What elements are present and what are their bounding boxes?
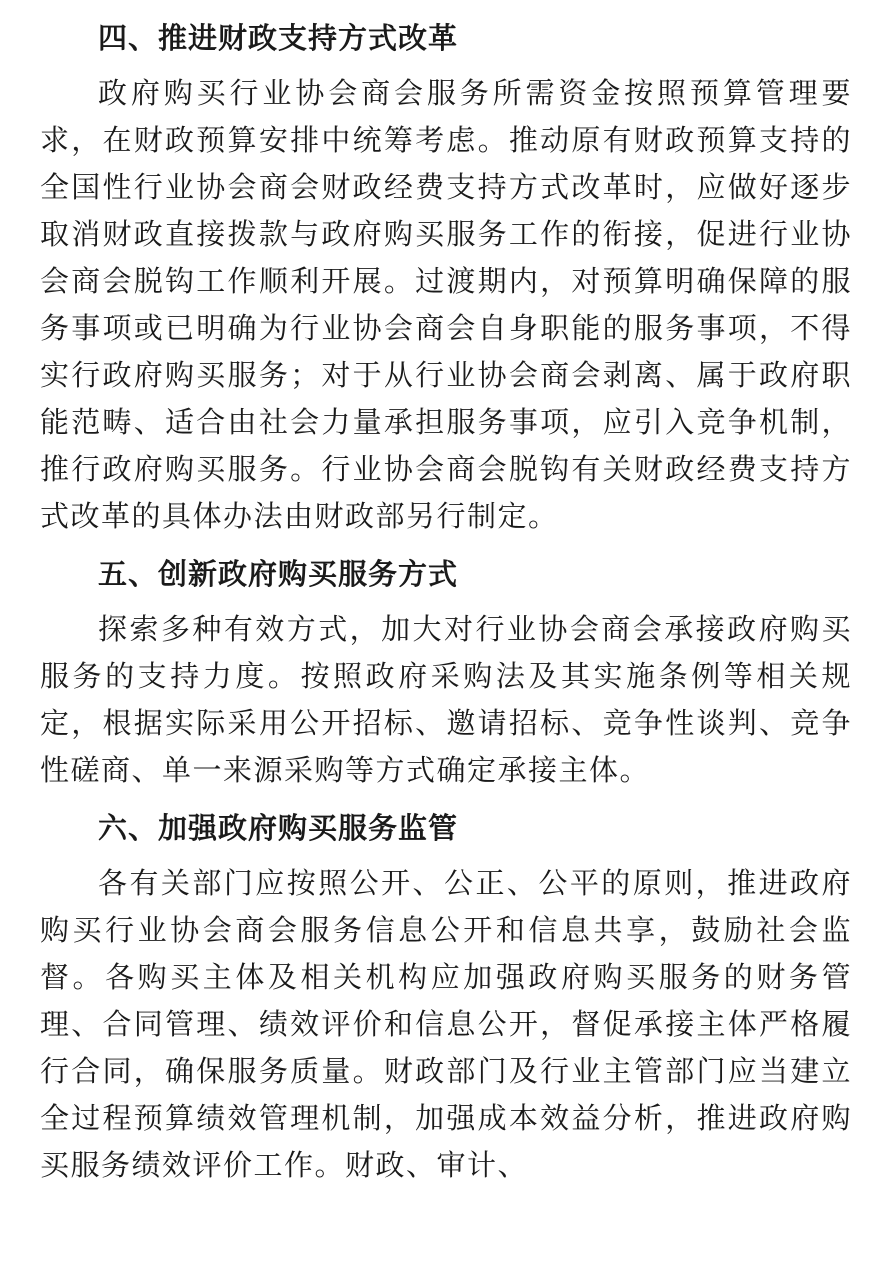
section-heading: 四、推进财政支持方式改革 [98,21,459,55]
section-4 [40,16,852,540]
section-paragraph: 各有关部门应按照公开、公正、公平的原则，推进政府购买行业协会商会服务信息公开和信息共享，鼓励社会监督。各购买主体及相关机构应加强政府购买服务的财务管理、合同管理、绩效评价和信息公开，督促承接主体严格履行合同，确保服务质量。财政部门及行业主管部门应当建立全过程预算绩效管理机制，加强成本效益分析，推进政府购买服务绩效评价工作。财政、审计、 [40,866,852,1182]
section-paragraph: 政府购买行业协会商会服务所需资金按照预算管理要求，在财政预算安排中统筹考虑。推动原有财政预算支持的全国性行业协会商会财政经费支持方式改革时，应做好逐步取消财政直接拨款与政府购买服务工作的衔接，促进行业协会商会脱钩工作顺利开展。过渡期内，对预算明确保障的服务事项或已明确为行业协会商会自身职能的服务事项，不得实行政府购买服务；对于从行业协会商会剥离、属于政府职能范畴、适合由社会力量承担服务事项，应引入竞争机制，推行政府购买服务。行业协会商会脱钩有关财政经费支持方式改革的具体办法由财政部另行制定。 [40,76,852,533]
section-6 [40,806,852,1189]
section-5 [40,552,852,794]
section-paragraph: 探索多种有效方式，加大对行业协会商会承接政府购买服务的支持力度。按照政府采购法及其实施条例等相关规定，根据实际采用公开招标、邀请招标、竞争性谈判、竞争性磋商、单一来源采购等方式确定承接主体。 [40,612,852,787]
section-heading: 六、加强政府购买服务监管 [98,811,459,845]
section-heading: 五、创新政府购买服务方式 [98,557,459,591]
